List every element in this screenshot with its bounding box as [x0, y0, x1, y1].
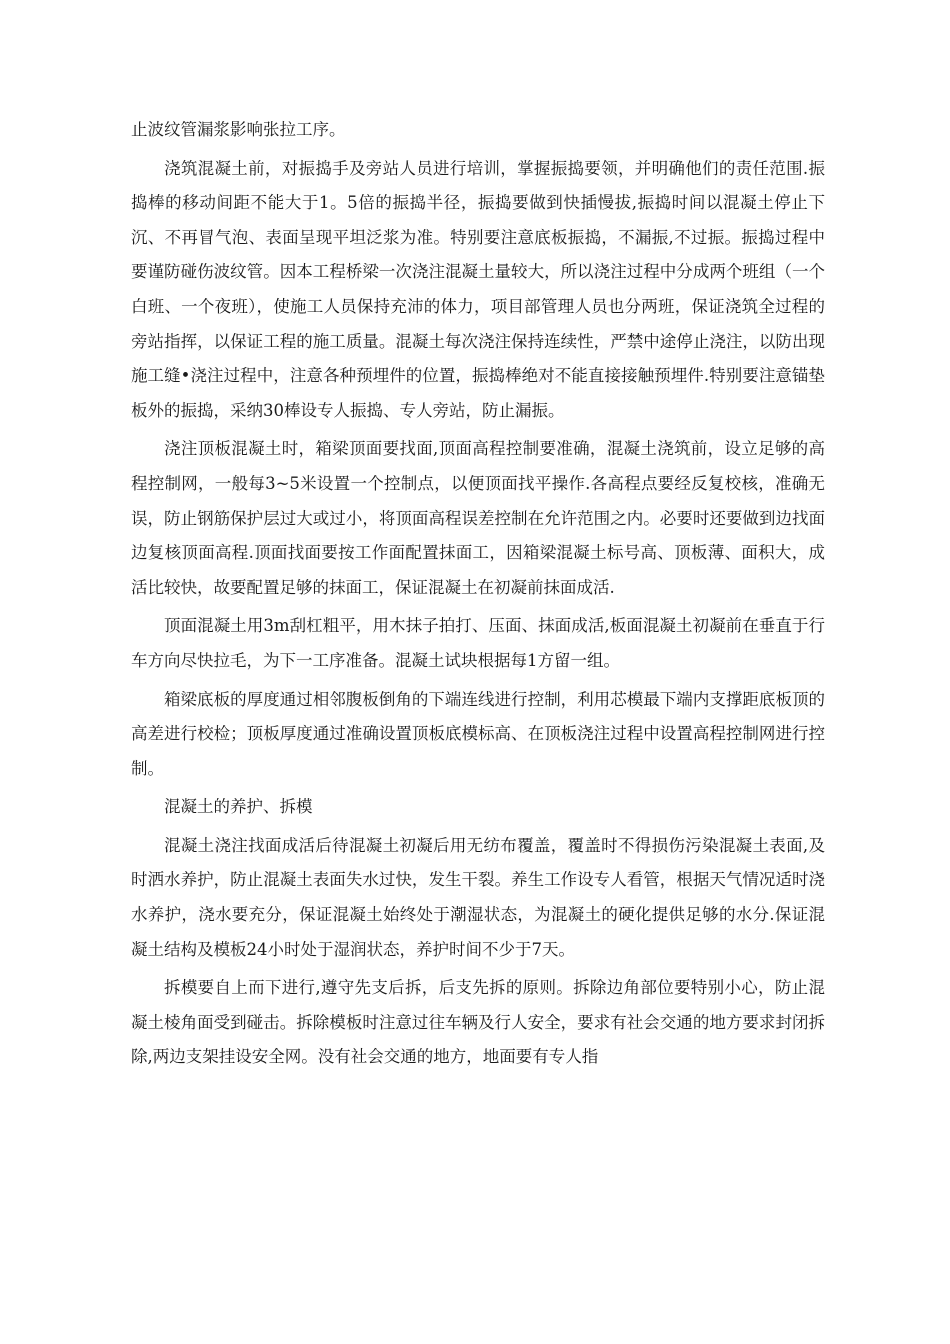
- document-body: [131, 113, 825, 1079]
- paragraph-curing: 混凝土浇注找面成活后待混凝土初凝后用无纺布覆盖，覆盖时不得损伤污染混凝土表面,及时洒水养护，防止混凝土表面失水过快，发生干裂。养生工作设专人看管，根据天气情况适时浇水养护，浇水要充分，保证混凝土始终处于潮湿状态，为混凝土的硬化提供足够的水分.保证混凝土结构及模板24小时处于湿润状态，养护时间不少于7天。: [131, 835, 825, 959]
- paragraph-top-slab: 浇注顶板混凝土时，箱梁顶面要找面,顶面高程控制要准确，混凝土浇筑前，设立足够的高程控制网，一般每3~5米设置一个控制点，以便顶面找平操作.各高程点要经反复校核，准确无误，防止钢筋保护层过大或过小，将顶面高程误差控制在允许范围之内。必要时还要做到边找面边复核顶面高程.顶面找面要按工作面配置抹面工，因箱梁混凝土标号高、顶板薄、面积大，成活比较快，故要配置足够的抹面工，保证混凝土在初凝前抹面成活.: [131, 439, 825, 597]
- section-heading-curing: 混凝土的养护、拆模: [164, 797, 313, 817]
- paragraph-vibration: 浇筑混凝土前，对振捣手及旁站人员进行培训，掌握振捣要领，并明确他们的责任范围.振捣棒的移动间距不能大于1。5倍的振捣半径，振捣要做到快插慢拔,振捣时间以混凝土停止下沉、不再冒气泡、表面呈现平坦泛浆为准。特别要注意底板振捣，不漏振,不过振。振捣过程中要谨防碰伤波纹管。因本工程桥梁一次浇注混凝土量较大，所以浇注过程中分成两个班组（一个白班、一个夜班），使施工人员保持充沛的体力，项目部管理人员也分两班，保证浇筑全过程的旁站指挥，以保证工程的施工质量。混凝土每次浇注保持连续性，严禁中途停止浇注，以防出现施工缝•浇注过程中，注意各种预埋件的位置，振捣棒绝对不能直接接触预埋件.特别要注意锚垫板外的振捣，采纳30棒设专人振捣、专人旁站，防止漏振。: [131, 158, 825, 420]
- paragraph-thickness-control: 箱梁底板的厚度通过相邻腹板倒角的下端连线进行控制，利用芯模最下端内支撑距底板顶的高差进行校检；顶板厚度通过准确设置顶板底模标高、在顶板浇注过程中设置高程控制网进行控制。: [131, 689, 825, 778]
- paragraph-formwork-removal: 拆模要自上而下进行,遵守先支后拆，后支先拆的原则。拆除边角部位要特别小心，防止混凝土棱角面受到碰击。拆除模板时注意过往车辆及行人安全，要求有社会交通的地方要求封闭拆除,两边支架挂设安全网。没有社会交通的地方，地面要有专人指: [131, 978, 825, 1067]
- paragraph-top-surface: 顶面混凝土用3m刮杠粗平，用木抹子拍打、压面、抹面成活,板面混凝土初凝前在垂直于行车方向尽快拉毛，为下一工序准备。混凝土试块根据每1方留一组。: [131, 616, 825, 670]
- paragraph-continuation: 止波纹管漏浆影响张拉工序。: [131, 120, 346, 139]
